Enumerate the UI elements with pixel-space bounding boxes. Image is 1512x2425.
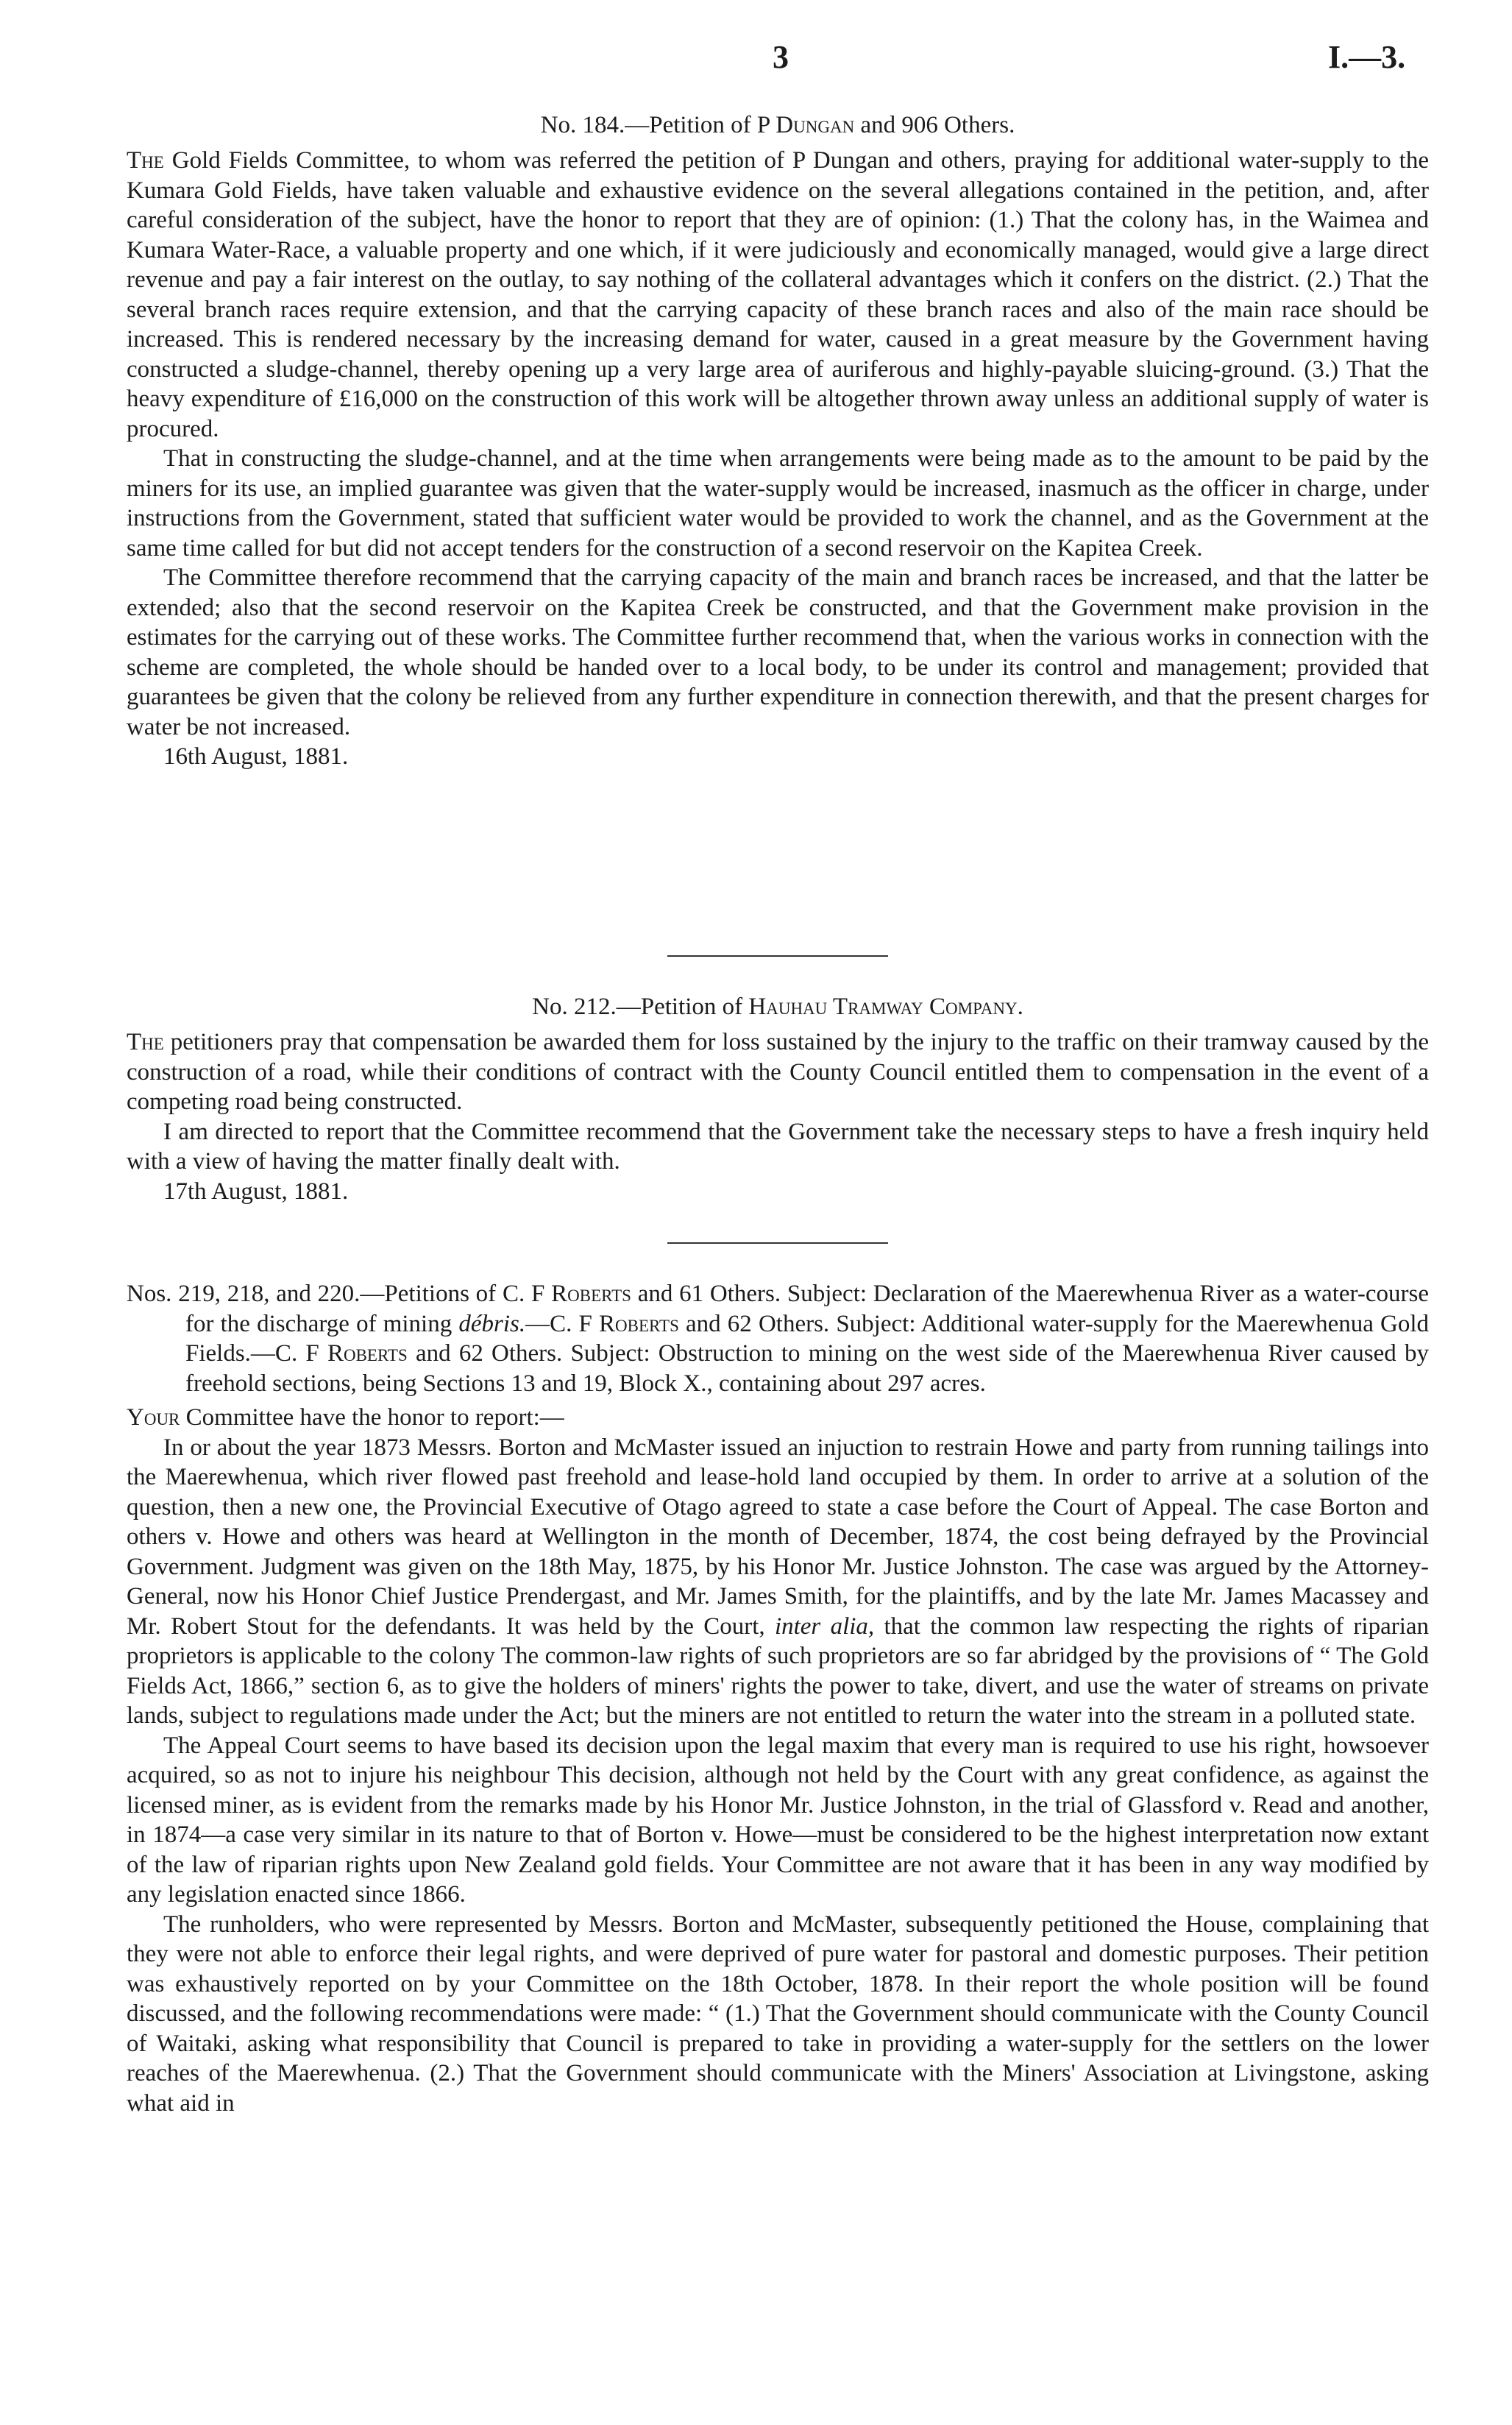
page-reference: I.—3.: [1328, 39, 1406, 75]
petition-184-para-2: That in constructing the sludge-channel, and at the time when arrangements were being made as to the amount to be paid by the miners for its use, an implied guarantee was given that the water-supply would be increased, inasmuch as the officer in charge, under instructions from the Government, stated that sufficient water would be provided to work the channel, and as the Government at the same time called for but did not accept tenders for the construction of a second reservoir on the Kapitea Creek.: [127, 445, 1429, 562]
petition-212-para-1: The petitioners pray that compensation be awarded them for loss sustained by the injury to the traffic on their tramway caused by the construction of a road, while their conditions of contract with the County Council entitled them to compensation in the event of a competing road being constructed.: [127, 1029, 1430, 1115]
petitions-219-intro: Your Committee have the honor to report:—: [127, 1404, 564, 1431]
petition-184-para-3: The Committee therefore recommend that the carrying capacity of the main and branch races be increased, and that the latter be extended; also that the second reservoir on the Kapitea Creek be constructed, and that the Government make provision in the estimates for the carrying out of these works. The Committee further recommend that, when the various works in connection with the scheme are completed, the whole should be handed over to a local body, to be under its control and management; provided that guarantees be given that the colony be relieved from any further expenditure in connection therewith, and that the present charges for water be not increased.: [127, 564, 1429, 740]
petition-212-section: [127, 992, 1429, 1206]
section-divider-2: [127, 1242, 1429, 1244]
petitions-219-title: Nos. 219, 218, and 220.—Petitions of C. F Roberts and 61 Others. Subject: Declaration of the Maerewhenua River as a water-course for the discharge of mining débris.—C. F Roberts and 62 Others. Subject: Additional water-supply for the Maerewhenua Gold Fields.—C. F Roberts and 62 Others. Subject: Obstruction to mining on the west side of the Maerewhenua River caused by freehold sections, being Sections 13 and 19, Block X., containing about 297 acres.: [127, 1281, 1430, 1397]
section-divider-1: [127, 955, 1429, 957]
petition-212-title: No. 212.—Petition of Hauhau Tramway Company.: [532, 994, 1023, 1020]
petition-212-para-2: I am directed to report that the Committee recommend that the Government take the necessary steps to have a fresh inquiry held with a view of having the matter finally dealt with.: [127, 1118, 1429, 1175]
petition-184-title: No. 184.—Petition of P Dungan and 906 Others.: [540, 112, 1015, 138]
petitions-219-para-2: The Appeal Court seems to have based its decision upon the legal maxim that every man is required to use his right, howsoever acquired, so as not to injure his neighbour This decision, although not held by the Court with any great confidence, as against the licensed miner, as is evident from the remarks made by his Honor Mr. Justice Johnston, in the trial of Glassford v. Read and another, in 1874—a case very similar in its nature to that of Borton v. Howe—must be considered to be the highest interpretation now extant of the law of riparian rights upon New Zealand gold fields. Your Committee are not aware that it has been in any way modified by any legislation enacted since 1866.: [127, 1732, 1429, 1908]
petition-184-section: [127, 110, 1429, 772]
petition-184-para-1: The Gold Fields Committee, to whom was referred the petition of P Dungan and others, praying for additional water-supply to the Kumara Gold Fields, have taken valuable and exhaustive evidence on the several allegations contained in the petition, and, after careful consideration of the subject, have the honor to report that they are of opinion: (1.) That the colony has, in the Waimea and Kumara Water-Race, a valuable property and one which, if it were judiciously and economically managed, would give a large direct revenue and pay a fair interest on the outlay, to say nothing of the collateral advantages which it confers on the district. (2.) That the several branch races require extension, and that the carrying capacity of these branch races and also of the main race should be increased. This is rendered necessary by the increasing demand for water, caused in a great measure by the Government having constructed a sludge-channel, thereby opening up a very large area of auriferous and highly-payable sluicing-ground. (3.) That the heavy expenditure of £16,000 on the construction of this work will be altogether thrown away unless an additional supply of water is procured.: [127, 147, 1429, 442]
petitions-219-para-3: The runholders, who were represented by Messrs. Borton and McMaster, subsequently petitioned the House, complaining that they were not able to enforce their legal rights, and were deprived of pure water for pastoral and domestic purposes. Their petition was exhaustively reported on by your Committee on the 18th October, 1878. In their report the whole position will be found discussed, and the following recommendations were made: “ (1.) That the Government should communicate with the County Council of Waitaki, asking what responsibility that Council is prepared to take in providing a water-supply for the settlers on the lower reaches of the Maerewhenua. (2.) That the Government should communicate with the Miners' Association at Livingstone, asking what aid in: [127, 1911, 1429, 2117]
petition-184-date: 16th August, 1881.: [163, 743, 349, 770]
petition-212-date: 17th August, 1881.: [163, 1178, 349, 1205]
petitions-219-para-1: In or about the year 1873 Messrs. Borton and McMaster issued an injuction to restrain Howe and party from running tailings into the Maerewhenua, which river flowed past freehold and lease-hold land occupied by them. In order to arrive at a solution of the question, then a new one, the Provincial Executive of Otago agreed to state a case before the Court of Appeal. The case Borton and others v. Howe and others was heard at Wellington in the month of December, 1874, the cost being defrayed by the Provincial Government. Judgment was given on the 18th May, 1875, by his Honor Mr. Justice Johnston. The case was argued by the Attorney-General, now his Honor Chief Justice Prendergast, and Mr. James Smith, for the plaintiffs, and by the late Mr. James Macassey and Mr. Robert Stout for the defendants. It was held by the Court, inter alia, that the common law respecting the rights of riparian proprietors is applicable to the colony The common-law rights of such proprietors are so far abridged by the provisions of “ The Gold Fields Act, 1866,” section 6, as to give the holders of miners' rights the power to take, divert, and use the water of streams on private lands, subject to regulations made under the Act; but the miners are not entitled to return the water into the stream in a polluted state.: [127, 1434, 1430, 1729]
petitions-219-section: [127, 1279, 1429, 2118]
page-number: 3: [773, 39, 789, 75]
